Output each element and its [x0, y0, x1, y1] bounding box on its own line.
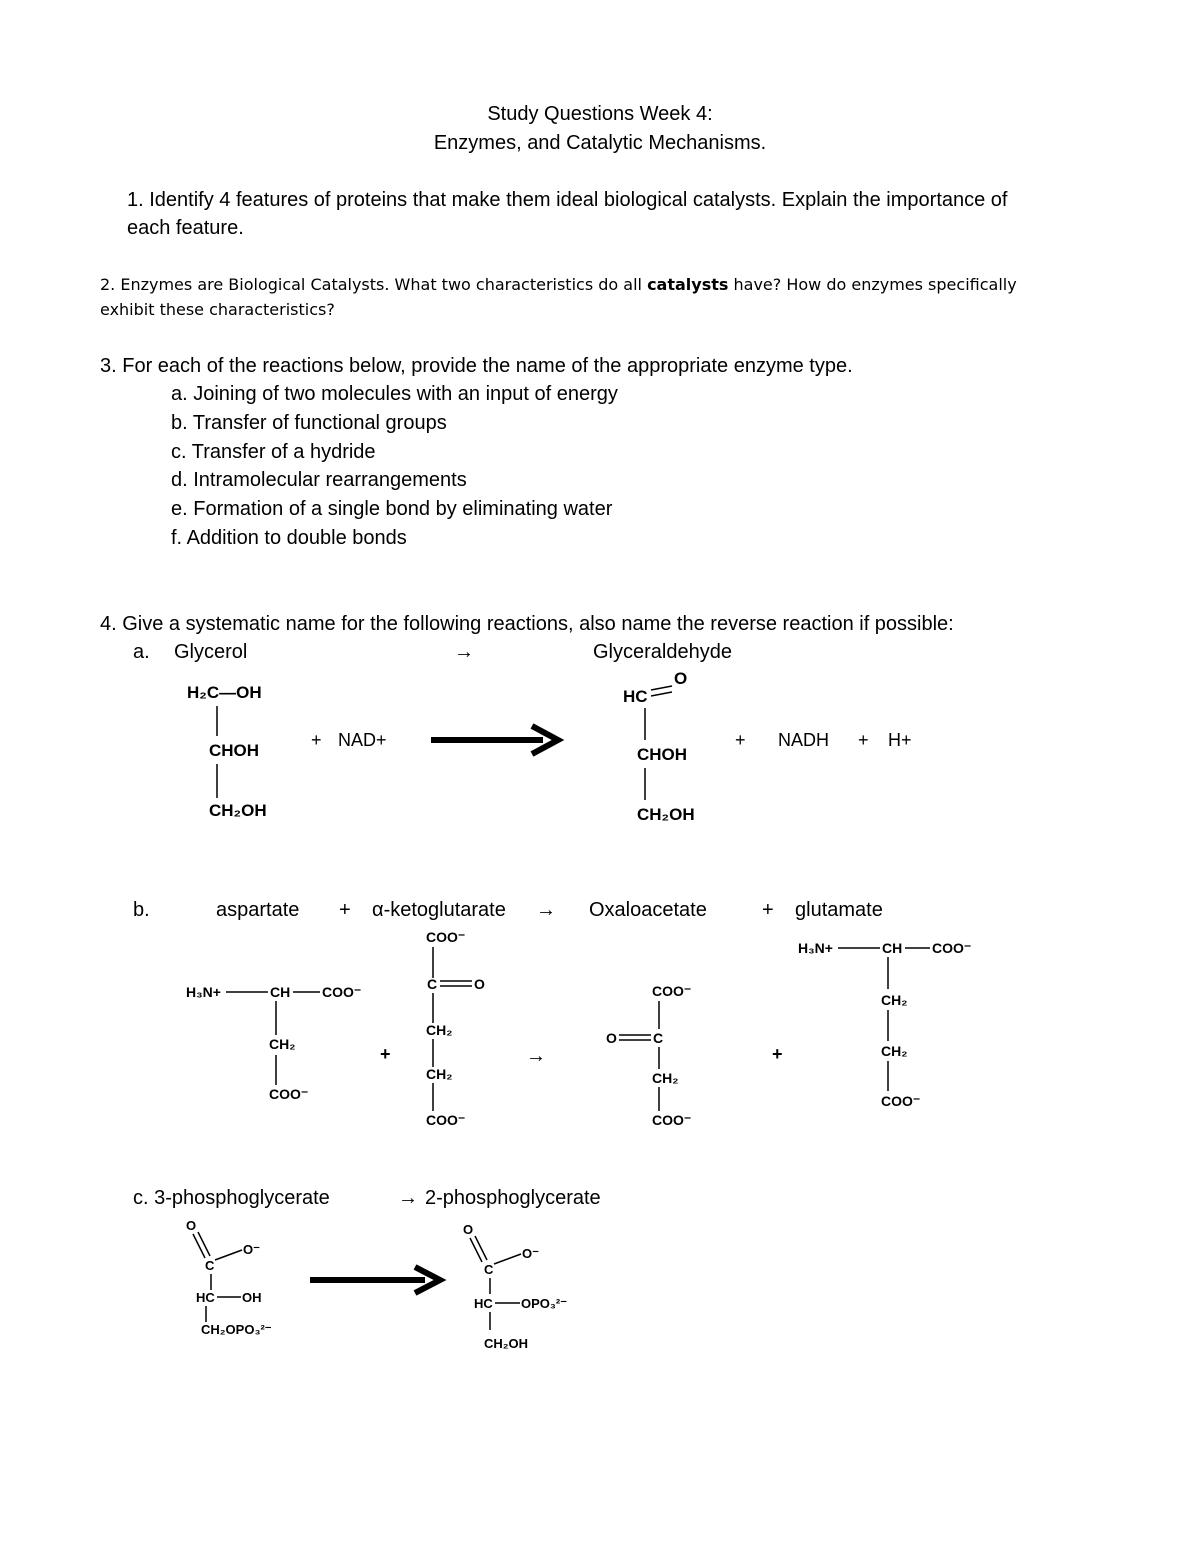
question-3-item-e: e. Formation of a single bond by eliminating water [171, 498, 613, 520]
oaa-ch2: CH₂ [652, 1070, 679, 1086]
aspartate-ch2: CH₂ [269, 1036, 296, 1052]
question-3-item-d: d. Intramolecular rearrangements [171, 469, 467, 491]
q4a-nad: NAD+ [338, 730, 387, 750]
glutamate-side-carboxylate: COO⁻ [881, 1093, 921, 1109]
title-line-2: Enzymes, and Catalytic Mechanisms. [433, 132, 767, 154]
q4b-plus-2: + [762, 899, 774, 921]
q4b-reactant-2: α-ketoglutarate [372, 899, 506, 921]
q4a-plus-3: + [858, 730, 869, 750]
aspartate-amine: H₃N+ [186, 984, 221, 1000]
q4b-label: b. [133, 899, 150, 921]
question-2-line-2: exhibit these characteristics? [100, 300, 335, 319]
glutamate-ch2-b: CH₂ [881, 1043, 908, 1059]
question-3-item-b: b. Transfer of functional groups [171, 412, 447, 434]
akg-keto-oxygen: O [474, 976, 485, 992]
q4c-reactant-name: c. 3-phosphoglycerate [133, 1187, 330, 1209]
question-1-line-1: 1. Identify 4 features of proteins that make them ideal biological catalysts. Explain the importance of [127, 189, 1008, 211]
glutamate-carboxylate: COO⁻ [932, 940, 972, 956]
3pg-carboxyl-oxyanion: O⁻ [243, 1242, 260, 1257]
q4a-plus-2: + [735, 730, 746, 750]
2pg-c2: HC [474, 1296, 493, 1311]
glyceraldehyde-c3: CH₂OH [637, 805, 695, 824]
glutamate-ch2-a: CH₂ [881, 992, 908, 1008]
title-line-1: Study Questions Week 4: [487, 103, 713, 125]
3pg-c2: HC [196, 1290, 215, 1305]
question-3-prompt: 3. For each of the reactions below, provide the name of the appropriate enzyme type. [100, 355, 853, 377]
q4b-reactant-1: aspartate [216, 899, 300, 921]
aspartate-carboxylate: COO⁻ [322, 984, 362, 1000]
q4a-arrow-text: → [454, 641, 474, 663]
3pg-carboxyl-carbon: C [205, 1258, 215, 1273]
akg-carboxylate-top: COO⁻ [426, 929, 466, 945]
q4b-product-2: glutamate [795, 899, 883, 921]
2pg-phosphate: OPO₃²⁻ [521, 1296, 568, 1311]
aspartate-side-carboxylate: COO⁻ [269, 1086, 309, 1102]
akg-ch2-a: CH₂ [426, 1022, 453, 1038]
q4c-arrow-text: → [398, 1187, 418, 1209]
glutamate-alpha-carbon: CH [882, 940, 903, 956]
2pg-carboxyl-carbon: C [484, 1262, 494, 1277]
aspartate-alpha-carbon: CH [270, 984, 291, 1000]
q4a-h-plus: H+ [888, 730, 912, 750]
oaa-carboxylate-top: COO⁻ [652, 983, 692, 999]
oaa-keto-oxygen: O [606, 1030, 617, 1046]
q4a-plus-1: + [311, 730, 322, 750]
q4a-reaction-diagram [0, 660, 1200, 840]
3pg-carbonyl-oxygen: O [186, 1218, 197, 1233]
q4a-nadh: NADH [778, 730, 830, 750]
glyceraldehyde-c1: HC [623, 687, 648, 706]
question-4-prompt: 4. Give a systematic name for the following reactions, also name the reverse reaction if possible: [100, 613, 954, 635]
q4b-plus-1: + [339, 899, 351, 921]
glycerol-c1: H₂C—OH [187, 683, 262, 702]
2pg-carboxyl-oxyanion: O⁻ [522, 1246, 539, 1261]
glycerol-c3: CH₂OH [209, 801, 267, 820]
glutamate-amine: H₃N+ [798, 940, 833, 956]
oaa-keto-carbon: C [653, 1030, 664, 1046]
3pg-hydroxyl: OH [242, 1290, 262, 1305]
q4a-reactant-name: Glycerol [174, 641, 248, 663]
q4b-structure-arrow: → [526, 1045, 546, 1067]
q4c-product-name: 2-phosphoglycerate [425, 1187, 601, 1209]
q4a-product-name: Glyceraldehyde [593, 641, 732, 663]
glyceraldehyde-c2: CHOH [637, 745, 688, 764]
question-3-item-c: c. Transfer of a hydride [171, 441, 376, 463]
akg-keto-carbon: C [427, 976, 438, 992]
glyceraldehyde-oxygen: O [674, 669, 688, 688]
q4c-reaction-diagram [0, 1212, 1200, 1362]
question-2-line-1: 2. Enzymes are Biological Catalysts. What two characteristics do all catalysts have? How do enzymes specifically [100, 275, 1017, 294]
oaa-carboxylate-bottom: COO⁻ [652, 1112, 692, 1128]
q4b-product-1: Oxaloacetate [589, 899, 707, 921]
q4b-structure-plus-2: + [772, 1044, 783, 1064]
question-3-item-a: a. Joining of two molecules with an input of energy [171, 383, 618, 405]
q4b-reaction-diagram [0, 925, 1200, 1135]
akg-ch2-b: CH₂ [426, 1066, 453, 1082]
akg-carboxylate-bottom: COO⁻ [426, 1112, 466, 1128]
question-3-item-f: f. Addition to double bonds [171, 527, 407, 549]
q4a-label: a. [133, 641, 150, 663]
2pg-c3: CH₂OH [484, 1336, 529, 1351]
q4b-arrow-text: → [536, 899, 556, 921]
2pg-carbonyl-oxygen: O [463, 1222, 474, 1237]
3pg-c3-phosphate: CH₂OPO₃²⁻ [201, 1322, 272, 1337]
question-1-line-2: each feature. [127, 217, 244, 239]
q4b-structure-plus-1: + [380, 1044, 391, 1064]
glycerol-c2: CHOH [209, 741, 260, 760]
